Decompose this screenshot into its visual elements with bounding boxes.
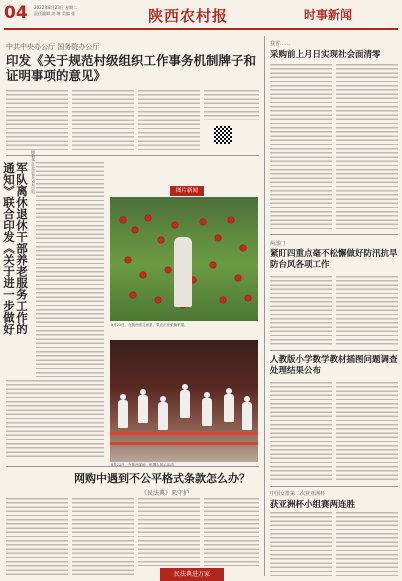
bottom-body-col-2 xyxy=(72,498,134,578)
page-number: 04 xyxy=(4,3,28,23)
divider xyxy=(6,155,259,156)
right-body-3b xyxy=(336,382,398,482)
lead-body-col-3 xyxy=(138,90,200,150)
vertical-article-body xyxy=(36,162,104,377)
photo-caption-2: 8月22日，在陕西某地，机器人展示活动。 xyxy=(111,463,178,467)
bottom-body-col-4 xyxy=(204,498,259,566)
lead-headline: 印发《关于规范村级组织工作事务机制牌子和证明事项的意见》 xyxy=(6,53,257,83)
editor-line: 责任编辑 周 琳 美编 张 xyxy=(34,11,76,16)
photo-caption: 8月22日，在陕西省礼泉县，果农正在采摘苹果。 xyxy=(111,323,188,327)
divider-right-2 xyxy=(270,350,398,351)
bottom-body-col-1 xyxy=(6,498,68,578)
lead-body-col-4 xyxy=(204,90,259,120)
section-title: 时事新闻 xyxy=(304,8,353,22)
right-body-2b xyxy=(336,276,398,346)
right-body-2a xyxy=(270,276,332,346)
divider-right-1 xyxy=(270,234,398,235)
vertical-kicker: 据新华社北京8月22日电 xyxy=(31,150,36,194)
header-rule xyxy=(4,28,398,30)
divider-right-3 xyxy=(270,486,398,487)
qr-code-icon xyxy=(214,126,232,144)
column-rule xyxy=(264,36,265,576)
right-headline-4: 获亚洲杯小组赛两连胜 xyxy=(270,500,356,510)
photo-news-label: 图片新闻 xyxy=(170,186,204,196)
date-line: 2022年8月23日 星期二 xyxy=(34,5,78,10)
bottom-headline: 网购中遇到不公平格式条款怎么办？ xyxy=(74,472,250,485)
right-headline-2: 紧盯四重点毫不松懈做好防汛抗旱防台风各项工作 xyxy=(270,249,398,270)
right-body-4b xyxy=(336,512,398,576)
lead-body-col-2 xyxy=(72,90,134,150)
right-kicker-2: 两部门 xyxy=(270,241,286,247)
apple-harvest-photo xyxy=(110,197,258,321)
lead-body-col-1 xyxy=(6,90,68,150)
right-body-1a xyxy=(270,64,332,229)
right-kicker-4: 中国女排第二次获亚洲杯 xyxy=(270,491,326,497)
lead-kicker: 中共中央办公厅 国务院办公厅 xyxy=(6,43,100,51)
bottom-body-col-3 xyxy=(138,498,200,566)
vertical-headline: 军队离休退休干部养老服务工作的通知》联合印发《关于进一步做好 xyxy=(2,162,29,335)
bottom-banner: 民法典进万家 xyxy=(160,568,224,581)
right-body-4a xyxy=(270,512,332,576)
vertical-article-body-2 xyxy=(6,380,104,460)
right-headline-1: 采购前上月日实现社会面清零 xyxy=(270,50,381,60)
right-body-1b xyxy=(336,64,398,229)
bottom-subheadline: 《民法典》来守护 xyxy=(140,490,189,497)
robots-photo xyxy=(110,340,258,462)
right-body-3a xyxy=(270,382,332,482)
right-kicker-1: 我省…… xyxy=(270,41,291,47)
masthead-logo: 陕西农村报 xyxy=(148,7,229,25)
right-headline-3: 人教版小学数学教材插图问题调查处理结果公布 xyxy=(270,355,398,376)
divider-bottom xyxy=(6,466,259,467)
